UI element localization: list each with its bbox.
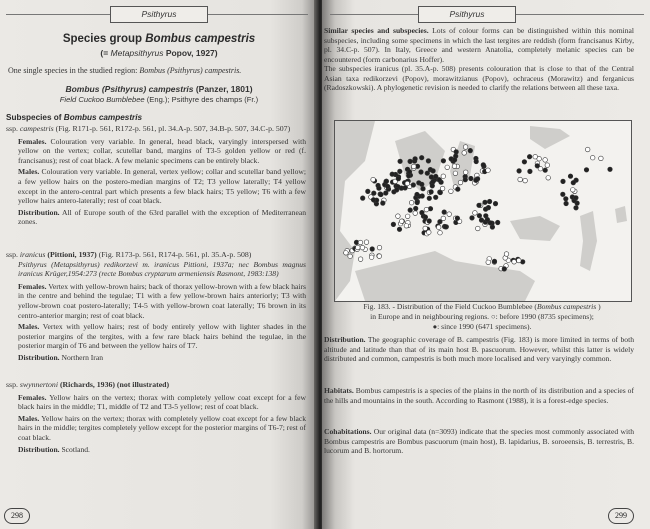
record-before-1990	[364, 240, 369, 245]
record-since-1990	[584, 168, 589, 173]
subspecies-title	[6, 380, 306, 390]
synonym-genus: Metapsithyrus	[110, 48, 164, 58]
record-before-1990	[453, 171, 458, 176]
record-since-1990	[456, 187, 461, 192]
caption-line-2: in Europe and in neighbouring regions. ○: before 1990 (8735 specimens);	[370, 311, 594, 321]
distribution-map	[334, 120, 632, 302]
ssp-refs: (Fig. R171-p. 561, R172-p. 561, pl. 34.A-p. 507, 34.B-p. 507, 34.C-p. 507)	[53, 124, 291, 133]
record-since-1990	[452, 158, 457, 163]
record-before-1990	[585, 147, 590, 152]
record-since-1990	[487, 199, 492, 204]
females-label: Females.	[18, 136, 47, 146]
females-label: Females.	[18, 392, 47, 402]
record-before-1990	[476, 226, 481, 231]
record-since-1990	[483, 200, 488, 205]
record-before-1990	[396, 214, 401, 219]
record-since-1990	[502, 267, 507, 272]
record-since-1990	[408, 159, 413, 164]
record-since-1990	[415, 200, 420, 205]
record-since-1990	[427, 196, 432, 201]
record-before-1990	[377, 254, 382, 259]
record-since-1990	[568, 174, 573, 179]
header-rule-left	[6, 14, 110, 15]
distribution-label: Distribution.	[18, 207, 60, 217]
record-since-1990	[454, 150, 459, 155]
habitats-text: Bombus campestris is a species of the plains in the north of its distribution and a species of the hills and mountains in the south. According to Rasmont (1988), it is a forest-edge species.	[324, 386, 634, 405]
record-since-1990	[413, 206, 418, 211]
caption-line-1	[334, 302, 630, 312]
record-since-1990	[397, 227, 402, 232]
record-since-1990	[434, 174, 439, 179]
record-since-1990	[384, 191, 389, 196]
record-before-1990	[462, 151, 467, 156]
record-before-1990	[458, 180, 463, 185]
record-since-1990	[543, 168, 548, 173]
record-since-1990	[421, 186, 426, 191]
record-before-1990	[486, 260, 491, 265]
intro-text	[8, 66, 241, 76]
subspecies-entry-swynnertoni	[6, 380, 306, 454]
record-since-1990	[379, 192, 384, 197]
ssp-author: (Pittioni, 1937)	[45, 250, 97, 259]
record-since-1990	[517, 169, 522, 174]
record-since-1990	[571, 180, 576, 185]
record-since-1990	[398, 169, 403, 174]
group-title-taxon: Bombus campestris	[145, 33, 256, 45]
females-text: Colouration very variable. In general, head black, varyingly interspersed with yellow on the vertex; collar, scutellar band, margins of T3-5 golden yellow or red (f. francisanus); rest of coat black. A few melanic specimens can be entirely black.	[18, 136, 306, 165]
record-since-1990	[398, 159, 403, 164]
record-since-1990	[443, 225, 448, 230]
species-binomial: Bombus (Psithyrus) campestris	[65, 84, 194, 94]
species-author: (Panzer, 1801)	[193, 84, 253, 94]
page-number: 299	[608, 508, 634, 524]
record-since-1990	[564, 201, 569, 206]
subspecies-heading-prefix: Subspecies of	[6, 113, 64, 122]
record-before-1990	[447, 212, 452, 217]
group-synonym	[0, 48, 318, 58]
intro-label: One single species in the studied region:	[8, 66, 140, 75]
record-since-1990	[468, 148, 473, 153]
subspecies-title	[6, 250, 306, 260]
record-before-1990	[463, 170, 468, 175]
record-before-1990	[409, 200, 414, 205]
record-since-1990	[360, 196, 365, 201]
record-since-1990	[455, 216, 460, 221]
ssp-name: campestris	[19, 124, 54, 133]
record-before-1990	[445, 165, 450, 170]
record-since-1990	[390, 172, 395, 177]
record-since-1990	[413, 157, 418, 162]
record-before-1990	[358, 240, 363, 245]
record-before-1990	[358, 257, 363, 262]
record-before-1990	[377, 245, 382, 250]
record-before-1990	[486, 168, 491, 173]
record-since-1990	[429, 190, 434, 195]
ssp-prefix: ssp.	[6, 124, 20, 133]
females-text: Yellow hairs on the vertex; thorax with completely yellow coat except for a few black hairs in the middle; T1, middle of T2 and T3-5 yellow; rest of coat black.	[18, 392, 306, 412]
distribution-text: Scotland.	[59, 444, 90, 454]
aral-sea	[615, 206, 627, 223]
record-before-1990	[533, 154, 538, 159]
males-label: Males.	[18, 413, 40, 423]
record-since-1990	[377, 186, 382, 191]
ssp-author: (Richards, 1936) (not illustrated)	[58, 380, 170, 389]
record-since-1990	[474, 178, 479, 183]
record-before-1990	[523, 178, 528, 183]
distribution-label: Distribution.	[18, 352, 60, 362]
record-since-1990	[426, 159, 431, 164]
record-since-1990	[420, 182, 425, 187]
cohabitations-paragraph	[324, 427, 634, 456]
record-since-1990	[407, 170, 412, 175]
record-since-1990	[477, 213, 482, 218]
record-since-1990	[385, 184, 390, 189]
record-since-1990	[384, 179, 389, 184]
record-since-1990	[433, 195, 438, 200]
caption-suffix: )	[596, 302, 601, 311]
record-before-1990	[424, 207, 429, 212]
record-since-1990	[429, 175, 434, 180]
record-before-1990	[517, 258, 522, 263]
record-since-1990	[411, 183, 416, 188]
subspecies-heading-taxon: Bombus campestris	[63, 113, 143, 122]
record-since-1990	[528, 169, 533, 174]
males-description	[18, 167, 306, 205]
females-text: Vertex with yellow-brown hairs; back of thorax yellow-brown with a few black hairs in the centre and behind the tegulae; T1 with a few yellow-brown hairs anteriorly; T3 with yellow-brown coat postero-laterally; T4-5 with yellow-brown coat laterally; T6 brown in its centro-anterior margin; rest of coat black.	[18, 281, 306, 320]
females-description	[18, 393, 306, 412]
caption-line-3: ●: since 1990 (6471 specimens).	[432, 321, 532, 331]
common-name-fr-tag: (Fr.)	[242, 95, 259, 104]
ssp-name: iranicus	[19, 250, 46, 259]
record-before-1990	[590, 155, 595, 160]
record-since-1990	[370, 247, 375, 252]
record-since-1990	[561, 192, 566, 197]
record-before-1990	[360, 245, 365, 250]
similar-species-paragraph-2: The subspecies iranicus (pl. 35.A-p. 508) presents colouration that is close to that of the Central Asian taxa redikorzevi (Popov), morawitzianus (Popov), ochraceus (Morawitz) and ferganicus (Radoszkowski). A phylogenetic revision is needed to clarify the relations between all these taxa.	[324, 64, 634, 93]
record-before-1990	[441, 174, 446, 179]
record-since-1990	[427, 219, 432, 224]
record-since-1990	[403, 186, 408, 191]
distribution-label: Distribution.	[18, 444, 60, 454]
record-since-1990	[474, 159, 479, 164]
distribution-text: All of Europe south of the 63rd parallel with the exception of Mediterranean zones.	[18, 207, 306, 227]
record-since-1990	[463, 177, 468, 182]
record-since-1990	[481, 163, 486, 168]
record-since-1990	[493, 201, 498, 206]
males-description	[18, 322, 306, 351]
record-since-1990	[420, 210, 425, 215]
males-label: Males.	[18, 167, 40, 177]
record-since-1990	[574, 196, 579, 201]
females-description	[18, 137, 306, 166]
males-description	[18, 414, 306, 443]
common-name-en: Field Cuckoo Bumblebee	[59, 95, 145, 104]
record-since-1990	[430, 184, 435, 189]
record-since-1990	[470, 216, 475, 221]
subspecies-entry-campestris	[6, 124, 306, 227]
record-before-1990	[473, 211, 478, 216]
record-before-1990	[399, 219, 404, 224]
header-rule-left	[330, 14, 418, 15]
habitats-paragraph	[324, 386, 634, 405]
distribution-paragraph	[324, 335, 634, 364]
record-since-1990	[419, 155, 424, 160]
distribution-text: The geographic coverage of B. campestris (Fig. 183) is more limited in terms of both altitude and latitude than that of its main host B. pascuorum. However, whilst this latter is widely distributed and common, campestris is both much more localised and very varyingly common.	[324, 335, 634, 364]
similar-label: Similar species and subspecies.	[324, 26, 429, 35]
running-header: Psithyrus	[110, 6, 208, 23]
record-since-1990	[477, 203, 482, 208]
record-since-1990	[608, 167, 613, 172]
group-title	[0, 33, 318, 45]
males-text: Vertex with yellow hairs; rest of body entirely yellow with lighter shades in the posterior margins of the tergites, with a few rare black hairs behind the tegulae, in the posterior margin of T6 and between the yellow hairs of T7.	[18, 322, 306, 351]
synonym-author: Popov, 1927)	[163, 48, 218, 58]
habitats-label: Habitats.	[324, 386, 354, 395]
running-header: Psithyrus	[418, 6, 516, 23]
page-number: 298	[4, 508, 30, 524]
record-since-1990	[492, 259, 497, 264]
record-before-1990	[463, 145, 468, 150]
females-label: Females.	[18, 281, 47, 291]
record-before-1990	[405, 214, 410, 219]
record-before-1990	[543, 158, 548, 163]
subspecies-title	[6, 124, 306, 134]
ssp-name: swynnertoni	[19, 380, 58, 389]
caption-taxon: Bombus campestris	[536, 302, 597, 311]
subspecies-heading	[6, 113, 142, 122]
record-since-1990	[469, 176, 474, 181]
record-since-1990	[522, 160, 527, 165]
record-before-1990	[413, 211, 418, 216]
record-since-1990	[564, 197, 569, 202]
species-name	[0, 84, 318, 94]
record-since-1990	[479, 218, 484, 223]
record-before-1990	[405, 181, 410, 186]
record-since-1990	[574, 206, 579, 211]
caption-prefix: Fig. 183. - Distribution of the Field Cuckoo Bumblebee (	[363, 302, 537, 311]
record-since-1990	[366, 189, 371, 194]
record-since-1990	[441, 159, 446, 164]
distribution-description	[18, 208, 306, 227]
record-since-1990	[394, 188, 399, 193]
record-before-1990	[404, 224, 409, 229]
females-description	[18, 282, 306, 320]
record-since-1990	[381, 201, 386, 206]
record-before-1990	[504, 252, 509, 257]
similar-species-paragraph	[324, 26, 634, 64]
males-text: Yellow hairs on the vertex; thorax with completely yellow coat except for a few black hairs in the middle; tergites completely yellow except for the posterior margins of T6-7; rest of coat black.	[18, 413, 306, 442]
similar-text: Lots of colour forms can be distinguished within this nominal subspecies, including some specimens in which the last tergites are reddish (form francisanus Kirby, pl. 34.C-p. 507). In Italy, Greece and western Anatolia, completely melanic species can be encountered (form carbonarius Hoffer).	[324, 26, 635, 64]
record-since-1990	[408, 208, 413, 213]
record-since-1990	[419, 170, 424, 175]
record-since-1990	[371, 198, 376, 203]
cohabitations-label: Cohabitations.	[324, 427, 372, 436]
record-before-1990	[427, 230, 432, 235]
record-since-1990	[485, 217, 490, 222]
males-text: Colouration very variable. In general, vertex yellow; collar and scutellar band yellow; a few yellow hairs on the postero-median margins of T2; T3 yellow laterally; T4 yellow except in the antero-central part which presents a few black hairs; T5 yellow; T6 with a few yellow hairs antero-laterally; rest of coat black.	[18, 167, 306, 206]
record-since-1990	[396, 176, 401, 181]
record-since-1990	[442, 210, 447, 215]
record-before-1990	[436, 225, 441, 230]
record-since-1990	[425, 171, 430, 176]
synonymy: Psithyrus (Metapsithyrus) redikorzevi m. iranicus Pittioni, 1937a; nec Bombus magnus iranicus Krüger,1954:273 (recte Bombus cryptarum armeniensis Rasmont, 1983:138)	[18, 259, 306, 279]
record-since-1990	[438, 190, 443, 195]
distribution-text: Northern Iran	[59, 352, 103, 362]
ssp-refs: (Fig. R173-p. 561, R174-p. 561, pl. 35.A-p. 508)	[96, 250, 252, 259]
europe-map	[335, 121, 631, 301]
distribution-description	[18, 353, 306, 363]
distribution-description	[18, 445, 306, 455]
record-before-1990	[438, 230, 443, 235]
record-before-1990	[449, 189, 454, 194]
record-since-1990	[561, 179, 566, 184]
record-before-1990	[412, 164, 417, 169]
record-since-1990	[483, 207, 488, 212]
header-rule-right	[516, 14, 644, 15]
record-before-1990	[571, 188, 576, 193]
common-name-fr: Psithyre des champs	[171, 95, 243, 104]
record-before-1990	[545, 163, 550, 168]
intro-taxon: Bombus (Psithyrus) campestris.	[139, 66, 242, 75]
record-before-1990	[348, 254, 353, 259]
record-before-1990	[452, 164, 457, 169]
record-before-1990	[599, 156, 604, 161]
ssp-prefix: ssp.	[6, 380, 20, 389]
common-name-en-tag: (Eng.);	[144, 95, 172, 104]
record-since-1990	[391, 222, 396, 227]
record-before-1990	[441, 216, 446, 221]
record-before-1990	[423, 226, 428, 231]
subspecies-entry-iranicus	[6, 250, 306, 363]
left-page	[0, 0, 318, 529]
record-before-1990	[546, 176, 551, 181]
record-since-1990	[415, 192, 420, 197]
record-before-1990	[356, 245, 361, 250]
header-rule-right	[208, 14, 308, 15]
distribution-label: Distribution.	[324, 335, 366, 344]
common-names	[0, 95, 318, 104]
record-since-1990	[527, 154, 532, 159]
cohabitations-text: Our original data (n=3093) indicate that the species most commonly associated with Bombus campestris are Bombus pascuorum (main host), B. lapidarius, B. soroeensis, B. terrestris, B. lucorum and B. hortorum.	[324, 427, 634, 456]
record-before-1990	[369, 255, 374, 260]
record-before-1990	[344, 251, 349, 256]
group-title-prefix: Species group	[62, 33, 146, 45]
record-since-1990	[431, 169, 436, 174]
ssp-prefix: ssp.	[6, 250, 20, 259]
record-before-1990	[371, 177, 376, 182]
record-since-1990	[535, 164, 540, 169]
record-since-1990	[495, 220, 500, 225]
record-before-1990	[518, 177, 523, 182]
figure-caption	[334, 302, 630, 331]
synonym-open: (=	[100, 48, 111, 58]
males-label: Males.	[18, 322, 40, 332]
